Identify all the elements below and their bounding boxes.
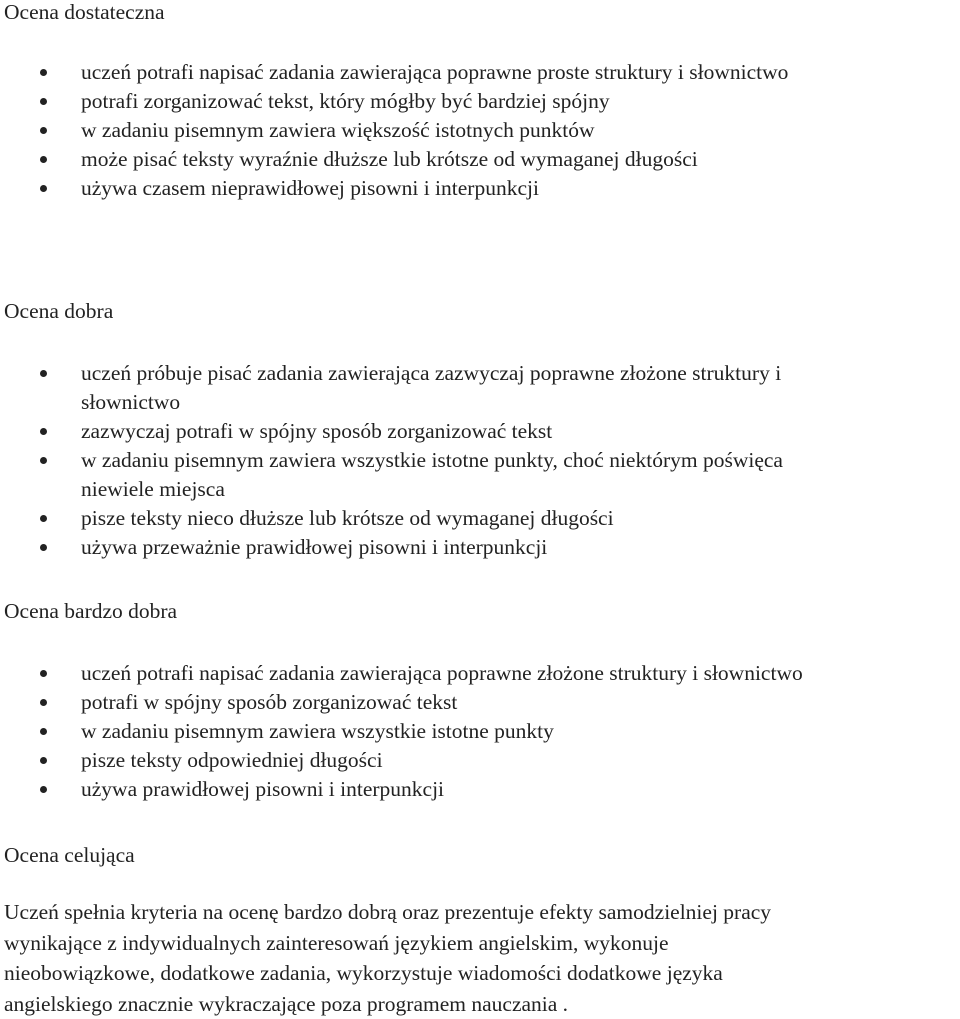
list-item (0, 659, 960, 688)
paragraph-line: angielskiego znacznie wykraczające poza programem nauczania . (4, 989, 954, 1019)
list-item-text: pisze teksty nieco dłuższe lub krótsze od wymaganej długości (81, 506, 614, 530)
list-item (0, 446, 960, 504)
list-item (0, 359, 960, 417)
bullet-icon (40, 670, 47, 677)
bullet-icon (40, 699, 47, 706)
list-item-text: w zadaniu pisemnym zawiera wszystkie istotne punkty, choć niektórym poświęca (81, 448, 783, 472)
list-item (0, 504, 960, 533)
list-item (0, 688, 960, 717)
list-item-text: w zadaniu pisemnym zawiera większość istotnych punktów (81, 118, 594, 142)
list-item-text: uczeń potrafi napisać zadania zawierająca poprawne złożone struktury i słownictwo (81, 661, 803, 685)
bullet-icon (40, 786, 47, 793)
list-item-text: uczeń próbuje pisać zadania zawierająca zazwyczaj poprawne złożone struktury i (81, 361, 781, 385)
list-item (0, 775, 960, 804)
bullet-icon (40, 370, 47, 377)
list-item (0, 174, 960, 203)
section-heading-ocena-celujaca: Ocena celująca (4, 841, 135, 870)
bullet-icon (40, 185, 47, 192)
list-item (0, 87, 960, 116)
list-item (0, 717, 960, 746)
section-heading-ocena-dostateczna: Ocena dostateczna (4, 0, 165, 27)
paragraph-line: nieobowiązkowe, dodatkowe zadania, wykorzystuje wiadomości dodatkowe języka (4, 958, 954, 989)
list-item-text-continuation: słownictwo (81, 390, 180, 414)
criteria-list-ocena-dostateczna (0, 58, 960, 203)
bullet-icon (40, 544, 47, 551)
list-item-text: używa przeważnie prawidłowej pisowni i interpunkcji (81, 535, 547, 559)
criteria-list-ocena-dobra (0, 359, 960, 562)
section-heading-ocena-dobra: Ocena dobra (4, 297, 113, 326)
bullet-icon (40, 515, 47, 522)
list-item (0, 746, 960, 775)
bullet-icon (40, 728, 47, 735)
criteria-list-ocena-bardzo-dobra (0, 659, 960, 804)
section-heading-ocena-bardzo-dobra: Ocena bardzo dobra (4, 597, 177, 626)
paragraph-line: wynikające z indywidualnych zainteresowań językiem angielskim, wykonuje (4, 928, 954, 959)
celujaca-description (4, 897, 954, 1019)
bullet-icon (40, 98, 47, 105)
bullet-icon (40, 457, 47, 464)
list-item (0, 533, 960, 562)
list-item-text: uczeń potrafi napisać zadania zawierająca poprawne proste struktury i słownictwo (81, 60, 788, 84)
bullet-icon (40, 757, 47, 764)
list-item-text: używa prawidłowej pisowni i interpunkcji (81, 777, 444, 801)
bullet-icon (40, 127, 47, 134)
bullet-icon (40, 69, 47, 76)
list-item-text: zazwyczaj potrafi w spójny sposób zorganizować tekst (81, 419, 552, 443)
paragraph-line: Uczeń spełnia kryteria na ocenę bardzo dobrą oraz prezentuje efekty samodzielniej pracy (4, 897, 954, 928)
list-item (0, 417, 960, 446)
list-item-text: używa czasem nieprawidłowej pisowni i interpunkcji (81, 176, 539, 200)
list-item-text: może pisać teksty wyraźnie dłuższe lub krótsze od wymaganej długości (81, 147, 698, 171)
list-item-text: potrafi w spójny sposób zorganizować tekst (81, 690, 457, 714)
list-item (0, 58, 960, 87)
list-item-text: w zadaniu pisemnym zawiera wszystkie istotne punkty (81, 719, 554, 743)
bullet-icon (40, 156, 47, 163)
list-item-text-continuation: niewiele miejsca (81, 477, 225, 501)
list-item (0, 116, 960, 145)
list-item-text: pisze teksty odpowiedniej długości (81, 748, 383, 772)
list-item-text: potrafi zorganizować tekst, który mógłby być bardziej spójny (81, 89, 610, 113)
list-item (0, 145, 960, 174)
bullet-icon (40, 428, 47, 435)
